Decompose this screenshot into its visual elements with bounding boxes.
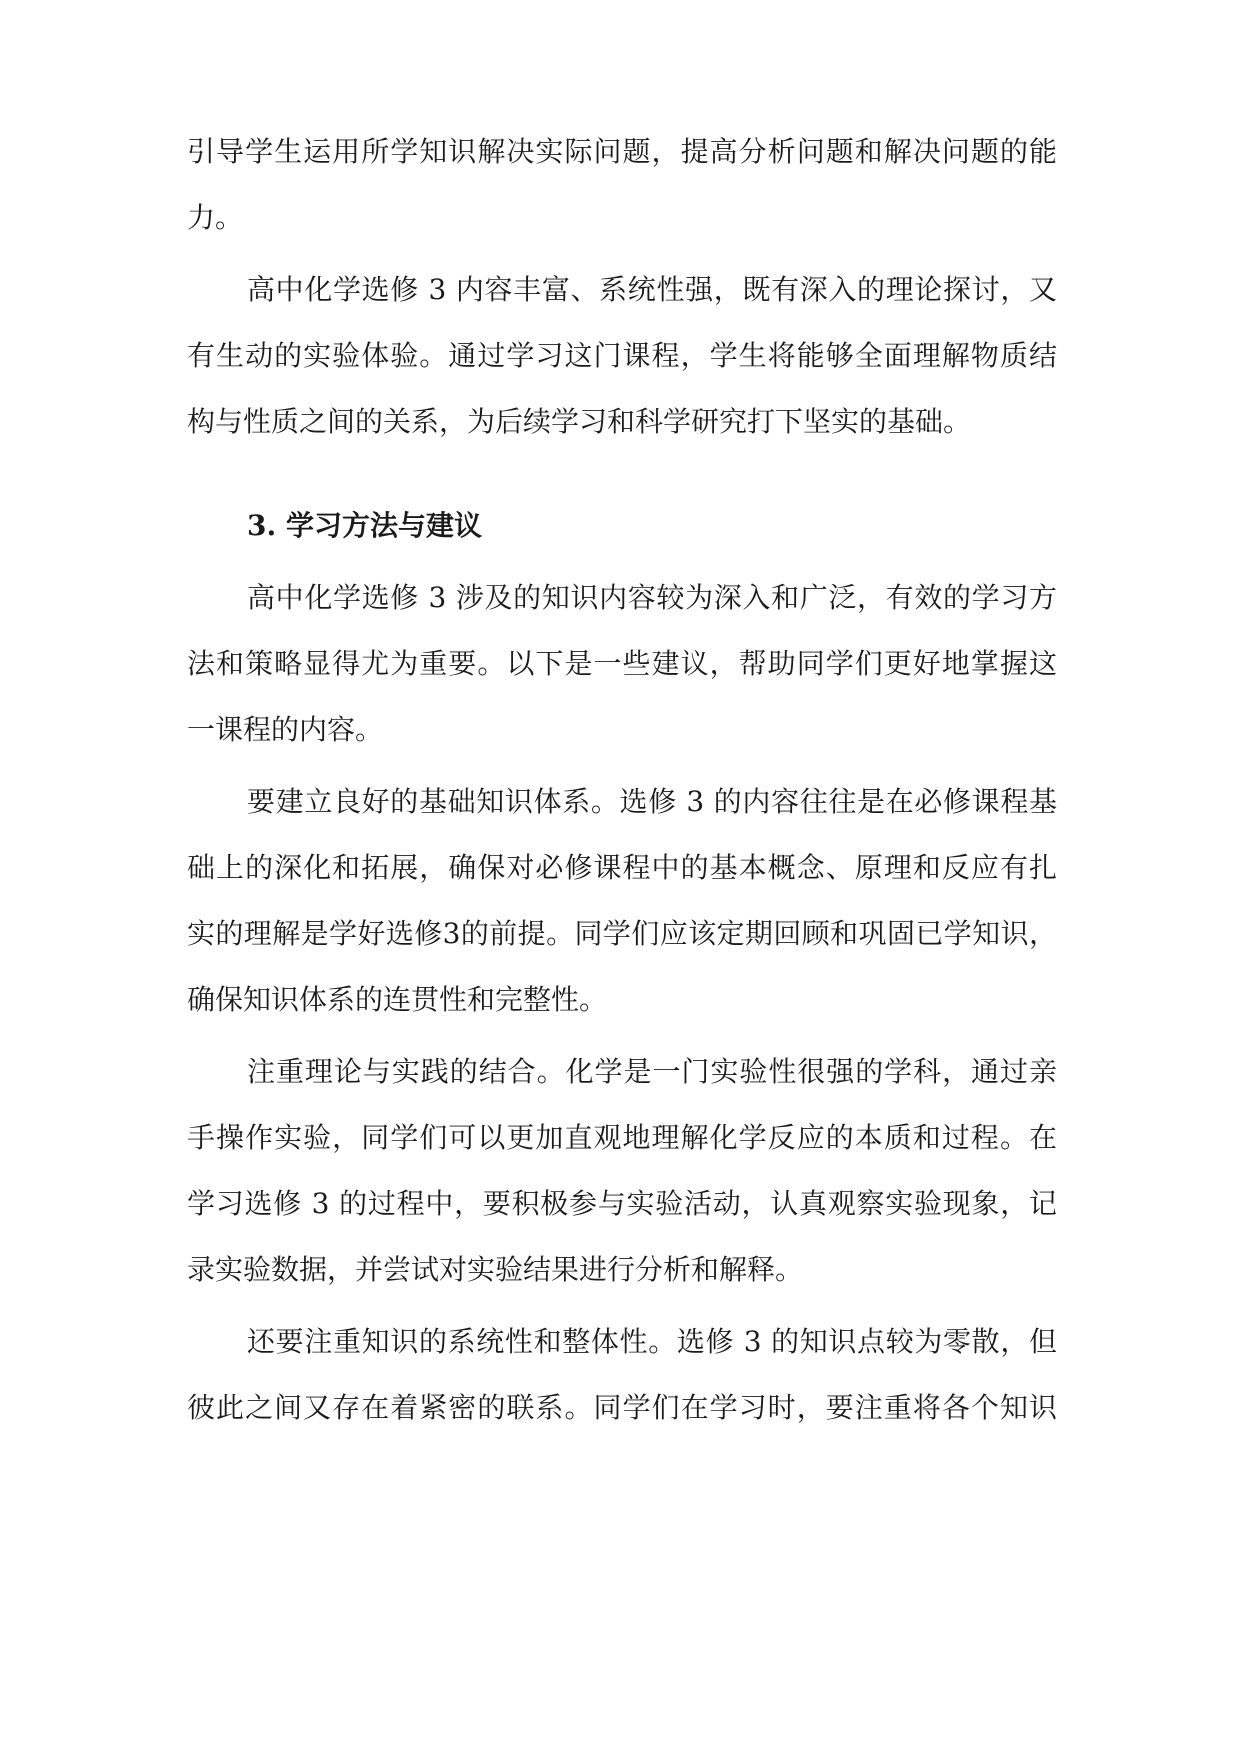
paragraph-line: 注重理论与实践的结合。化学是一门实验性很强的学科，通过亲	[247, 1055, 1057, 1088]
paragraph-line: 彼此之间又存在着紧密的联系。同学们在学习时，要注重将各个知识	[187, 1391, 1057, 1424]
paragraph-line: 础上的深化和拓展，确保对必修课程中的基本概念、原理和反应有扎	[187, 851, 1057, 884]
paragraph-line: 有生动的实验体验。通过学习这门课程，学生将能够全面理解物质结	[187, 339, 1057, 372]
paragraph-line: 高中化学选修 3 内容丰富、系统性强，既有深入的理论探讨，又	[247, 273, 1057, 306]
paragraph-line: 一课程的内容。	[187, 713, 384, 746]
paragraph-line: 要建立良好的基础知识体系。选修 3 的内容往往是在必修课程基	[247, 785, 1057, 818]
paragraph-line: 法和策略显得尤为重要。以下是一些建议，帮助同学们更好地掌握这	[187, 647, 1057, 680]
paragraph-line: 学习选修 3 的过程中，要积极参与实验活动，认真观察实验现象，记	[187, 1187, 1057, 1220]
paragraph-line: 构与性质之间的关系，为后续学习和科学研究打下坚实的基础。	[187, 405, 972, 438]
paragraph-line: 还要注重知识的系统性和整体性。选修 3 的知识点较为零散，但	[247, 1325, 1057, 1358]
paragraph-line: 手操作实验，同学们可以更加直观地理解化学反应的本质和过程。在	[187, 1121, 1057, 1154]
paragraph-line: 确保知识体系的连贯性和完整性。	[187, 983, 608, 1016]
paragraph-line: 引导学生运用所学知识解决实际问题，提高分析问题和解决问题的能	[187, 135, 1057, 168]
paragraph-line: 高中化学选修 3 涉及的知识内容较为深入和广泛，有效的学习方	[247, 581, 1057, 614]
paragraph-line: 力。	[187, 201, 244, 234]
paragraph-line: 录实验数据，并尝试对实验结果进行分析和解释。	[187, 1253, 804, 1286]
paragraph-line: 实的理解是学好选修3的前提。同学们应该定期回顾和巩固已学知识，	[187, 917, 1057, 950]
section-heading: 3. 学习方法与建议	[247, 509, 482, 542]
